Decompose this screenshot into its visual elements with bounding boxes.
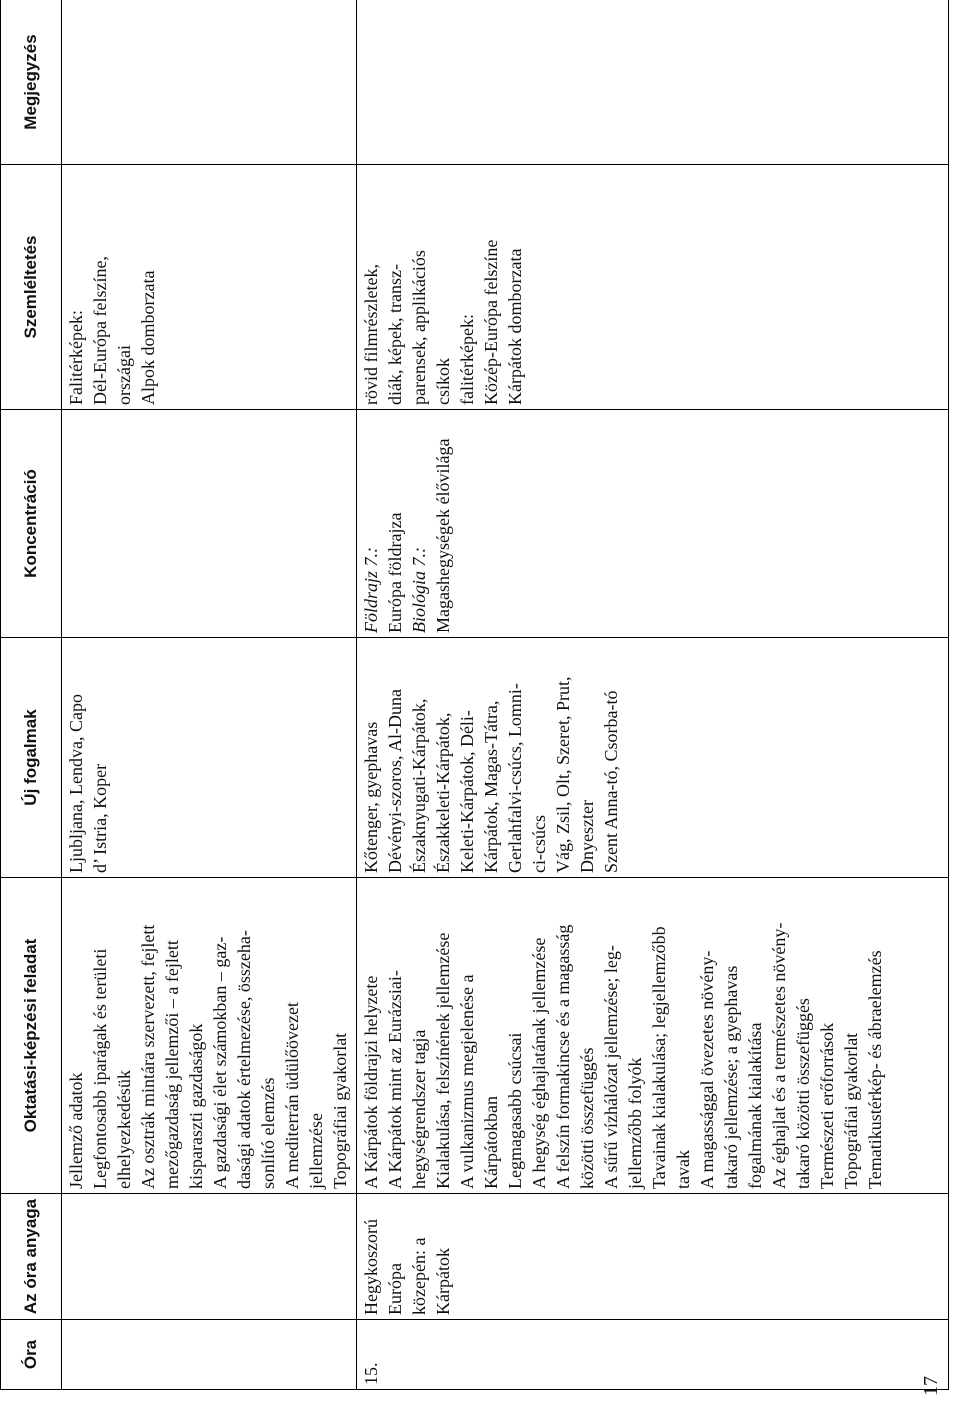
cell-line: Földrajz 7.: — [361, 546, 381, 633]
cell-ora — [62, 1320, 357, 1390]
cell-line: Kárpátokban — [481, 1096, 501, 1189]
cell-line: Dnyeszter — [577, 800, 597, 873]
cell-line: A magassággal övezetes növény- — [697, 950, 717, 1189]
cell-feladat — [62, 878, 357, 1194]
cell-line: Dévényi-szoros, Al-Duna — [385, 689, 405, 873]
cell-line: takaró közötti összefüggés — [793, 998, 813, 1189]
cell-line: Kárpátok — [433, 1248, 453, 1315]
cell-line: Magashegységek élővilága — [433, 438, 453, 633]
cell-line: fogalmának kialakítása — [745, 1022, 765, 1189]
cell-line: országai — [114, 345, 134, 405]
table-row — [357, 0, 949, 1390]
cell-line: Ljubljana, Lendva, Capo — [66, 694, 86, 873]
cell-line: Kárpátok, Magas-Tátra, — [481, 700, 501, 873]
cell-line: diák, képek, transz- — [385, 264, 405, 405]
cell-line: Dél-Európa felszíne, — [90, 256, 110, 405]
cell-szemleltetes — [62, 165, 357, 410]
cell-line: Biológia 7.: — [409, 547, 429, 633]
cell-line: jellemzése — [306, 1113, 326, 1189]
cell-line: jellemzőbb folyók — [625, 1057, 645, 1189]
cell-line: mezőgazdaság jellemzői – a fejlett — [162, 940, 182, 1189]
cell-fogalmak — [62, 638, 357, 878]
cell-line: Közép-Európa felszíne — [481, 239, 501, 405]
cell-megjegyzes — [62, 0, 357, 165]
cell-feladat — [357, 878, 949, 1194]
header-megjegyzes: Megjegyzés — [1, 0, 62, 165]
cell-line: hegységrendszer tagja — [409, 1029, 429, 1189]
cell-line: dasági adatok értelmezése, összeha- — [234, 930, 254, 1189]
cell-line: Legmagasabb csúcsai — [505, 1032, 525, 1189]
cell-line: A felszín formakincse és a magasság — [553, 924, 573, 1189]
header-fogalmak: Új fogalmak — [1, 638, 62, 878]
cell-megjegyzes — [357, 0, 949, 165]
cell-line: Kialakulása, felszínének jellemzése — [433, 932, 453, 1189]
cell-koncentracio — [62, 410, 357, 638]
cell-line: A hegység éghajlatának jellemzése — [529, 937, 549, 1189]
cell-line: Európa földrajza — [385, 512, 405, 633]
cell-line: Természeti erőforrások — [817, 1022, 837, 1189]
cell-line: elhelyezkedésük — [114, 1070, 134, 1189]
header-anyaga: Az óra anyaga — [1, 1194, 62, 1320]
header-szemleltetes: Szemléltetés — [1, 165, 62, 410]
page-number-text: 17 — [920, 1376, 942, 1396]
header-feladat: Oktatási-képzési feladat — [1, 878, 62, 1194]
cell-line: sonlító elemzés — [258, 1077, 278, 1189]
cell-line: A Kárpátok mint az Eurázsiai- — [385, 970, 405, 1189]
cell-line: tavak — [673, 1150, 693, 1189]
cell-line: A sűrű vízhálózat jellemzése; leg- — [601, 945, 621, 1189]
cell-anyaga — [62, 1194, 357, 1320]
header-koncentracio: Koncentráció — [1, 410, 62, 638]
cell-line: Falitérképek: — [66, 310, 86, 405]
cell-line: Gerlahfalvi-csúcs, Lomni- — [505, 683, 525, 873]
cell-line: Szent Anna-tó, Csorba-tó — [601, 690, 621, 873]
cell-szemleltetes — [357, 165, 949, 410]
cell-line: Kőtenger, gyephavas — [361, 721, 381, 873]
cell-anyaga — [357, 1194, 949, 1320]
cell-line: Tavainak kialakulása; legjellemzőbb — [649, 926, 669, 1189]
cell-fogalmak — [357, 638, 949, 878]
cell-line: Legfontosabb iparágak és területi — [90, 948, 110, 1189]
cell-line: közötti összefüggés — [577, 1047, 597, 1189]
cell-line: Keleti-Kárpátok, Déli- — [457, 710, 477, 873]
cell-line: Alpok domborzata — [138, 270, 158, 405]
header-ora: Óra — [1, 1320, 62, 1390]
cell-line: Jellemző adatok — [66, 1072, 86, 1189]
cell-line: kisparaszti gazdaságok — [186, 1023, 206, 1189]
cell-line: csíkok — [433, 358, 453, 405]
cell-line: Északkeleti-Kárpátok, — [433, 712, 453, 873]
cell-line: Vág, Zsil, Olt, Szeret, Prut, — [553, 676, 573, 873]
cell-line: Európa — [385, 1263, 405, 1315]
page-number — [910, 1360, 950, 1400]
cell-line: A vulkanizmus megjelenése a — [457, 974, 477, 1189]
cell-line: A gazdasági élet számokban – gaz- — [210, 936, 230, 1189]
cell-line: d’ Istria, Koper — [90, 763, 110, 873]
cell-line: rövid filmrészletek, — [361, 264, 381, 405]
cell-line: közepén: a — [409, 1237, 429, 1315]
cell-line: Hegykoszorú — [361, 1219, 381, 1315]
cell-ora: 15. — [357, 1320, 949, 1390]
cell-line: Az osztrák mintára szervezett, fejlett — [138, 924, 158, 1189]
cell-line: Topográfiai gyakorlat — [841, 1032, 861, 1189]
cell-line: parensek, applikációs — [409, 250, 429, 405]
cell-line: takaró jellemzése; a gyephavas — [721, 965, 741, 1189]
cell-line: Az éghajlat és a természetes növény- — [769, 922, 789, 1189]
cell-line: Északnyugati-Kárpátok, — [409, 698, 429, 873]
table-row — [62, 0, 357, 1390]
cell-line: falitérképek: — [457, 314, 477, 405]
cell-line: A mediterrán üdülőövezet — [282, 1002, 302, 1189]
cell-line: ci-csúcs — [529, 815, 549, 873]
cell-line: Tematikustérkép- és ábraelemzés — [865, 950, 885, 1189]
cell-line: A Kárpátok földrajzi helyzete — [361, 975, 381, 1189]
cell-koncentracio — [357, 410, 949, 638]
cell-line: Kárpátok domborzata — [505, 248, 525, 405]
cell-line: Topográfiai gyakorlat — [330, 1032, 350, 1189]
table-header-row — [1, 0, 62, 1390]
